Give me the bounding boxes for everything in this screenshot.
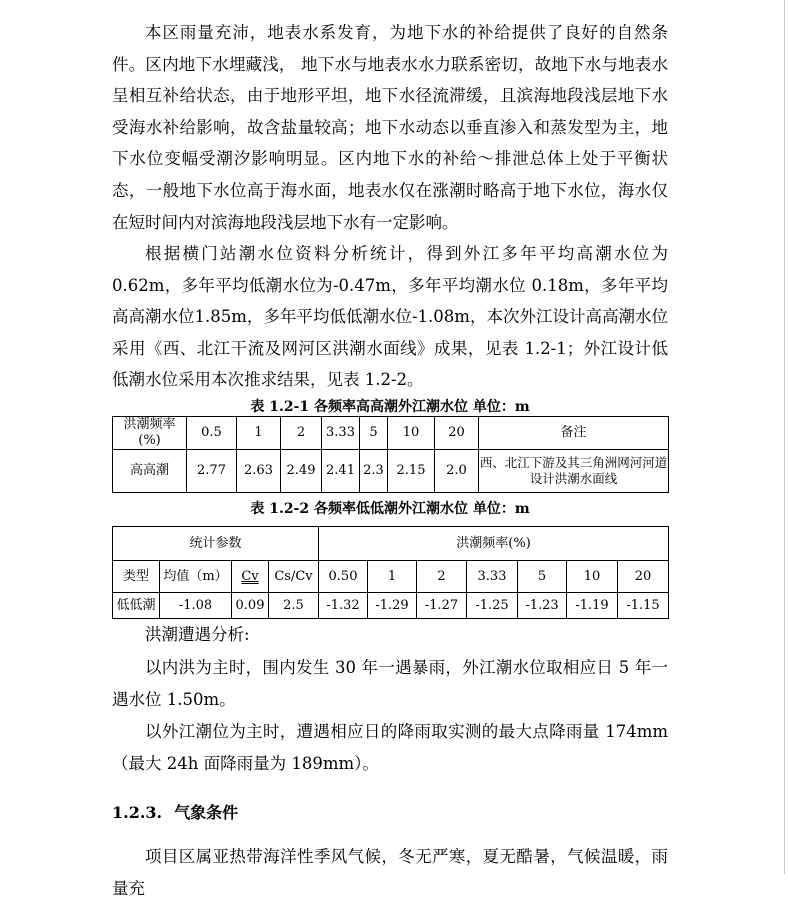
table-1-caption: 表 1.2-1 各频率高高潮外江潮水位 单位：m bbox=[250, 399, 530, 415]
mean-header-cell: 均值（m） bbox=[160, 561, 232, 593]
value-cell: -1.32 bbox=[319, 593, 368, 619]
section-heading bbox=[112, 800, 238, 823]
freq-cell: 0.5 bbox=[187, 417, 237, 450]
freq-cell: 20 bbox=[618, 561, 669, 593]
freq-cell: 10 bbox=[567, 561, 618, 593]
mean-cell: -1.08 bbox=[160, 593, 232, 619]
freq-cell: 1 bbox=[368, 561, 417, 593]
value-cell: -1.29 bbox=[368, 593, 417, 619]
freq-header: 洪潮频率(%) bbox=[319, 527, 669, 561]
page-edge-line bbox=[784, 0, 785, 874]
section-title: 气象条件 bbox=[174, 803, 239, 822]
value-cell: -1.23 bbox=[518, 593, 567, 619]
type-header-cell: 类型 bbox=[113, 561, 160, 593]
paragraph-external-tide: 以外江潮位为主时，遭遇相应日的降雨取实测的最大点降雨量 174mm（最大 24h 面降雨量为 189mm）。 bbox=[112, 722, 668, 773]
value-cell: 2.3 bbox=[360, 450, 388, 493]
remark-header-cell: 备注 bbox=[479, 417, 669, 450]
table-2-caption: 表 1.2-2 各频率低低潮外江潮水位 单位：m bbox=[250, 501, 530, 517]
row-label-cell: 低低潮 bbox=[113, 593, 160, 619]
freq-cell: 3.33 bbox=[322, 417, 360, 450]
paragraph-internal-flood: 以内洪为主时，围内发生 30 年一遇暴雨，外江潮水位取相应日 5 年一遇水位 1.50m。 bbox=[112, 658, 668, 709]
value-cell: -1.19 bbox=[567, 593, 618, 619]
value-cell: 2.0 bbox=[435, 450, 479, 493]
freq-cell: 0.50 bbox=[319, 561, 368, 593]
section-number: 1.2.3. bbox=[112, 803, 163, 822]
freq-cell: 5 bbox=[518, 561, 567, 593]
paragraph-tide-statistics: 根据横门站潮水位资料分析统计，得到外江多年平均高潮水位为 0.62m，多年平均低潮水位为-0.47m，多年平均潮水位 0.18m，多年平均高高潮水位1.85m，多年平均低低潮水位-1.08m，本次外江设计高高潮水位采用《西、北江干流及网河区洪潮水面线》成果，见表 1.2-1；外江设计低低潮水位采用本次推求结果，见表 1.2-2。 bbox=[112, 244, 668, 390]
value-cell: 2.77 bbox=[187, 450, 237, 493]
paragraph-groundwater: 本区雨量充沛，地表水系发育，为地下水的补给提供了良好的自然条件。区内地下水埋藏浅， 地下水与地表水水力联系密切，故地下水与地表水呈相互补给状态，由于地形平坦，地下水径流滞缓，且滨海地段浅层地下水受海水补给影响，故含盐量较高；地下水动态以垂直渗入和蒸发型为主，地下水位变幅受潮汐影响明显。区内地下水的补给～排泄总体上处于平衡状态，一般地下水位高于海水面，地表水仅在涨潮时略高于地下水位，海水仅在短时间内对滨海地段浅层地下水有一定影响。 bbox=[112, 23, 668, 232]
value-cell: -1.25 bbox=[467, 593, 518, 619]
table-low-tide-levels bbox=[112, 526, 669, 619]
cscv-cell: 2.5 bbox=[269, 593, 319, 619]
freq-cell: 1 bbox=[237, 417, 281, 450]
value-cell: 2.15 bbox=[388, 450, 435, 493]
freq-cell: 3.33 bbox=[467, 561, 518, 593]
paragraph-climate: 项目区属亚热带海洋性季风气候，冬无严寒，夏无酷暑，气候温暖，雨量充 bbox=[112, 847, 668, 898]
stat-params-header: 统计参数 bbox=[113, 527, 319, 561]
value-cell: -1.15 bbox=[618, 593, 669, 619]
value-cell: 2.41 bbox=[322, 450, 360, 493]
cscv-header-cell: Cs/Cv bbox=[269, 561, 319, 593]
row-label-cell: 高高潮 bbox=[113, 450, 187, 493]
paragraph-flood-tide-analysis: 洪潮遭遇分析: bbox=[145, 625, 250, 644]
freq-cell: 5 bbox=[360, 417, 388, 450]
freq-cell: 2 bbox=[417, 561, 467, 593]
cv-header-cell: Cv bbox=[232, 561, 269, 593]
freq-cell: 20 bbox=[435, 417, 479, 450]
freq-cell: 2 bbox=[281, 417, 322, 450]
cv-cell: 0.09 bbox=[232, 593, 269, 619]
remark-cell: 西、北江下游及其三角洲网河河道设计洪潮水面线 bbox=[479, 450, 669, 493]
value-cell: 2.63 bbox=[237, 450, 281, 493]
value-cell: -1.27 bbox=[417, 593, 467, 619]
value-cell: 2.49 bbox=[281, 450, 322, 493]
freq-label-cell: 洪潮频率(%) bbox=[113, 417, 187, 450]
freq-cell: 10 bbox=[388, 417, 435, 450]
table-high-tide-levels bbox=[112, 416, 669, 493]
